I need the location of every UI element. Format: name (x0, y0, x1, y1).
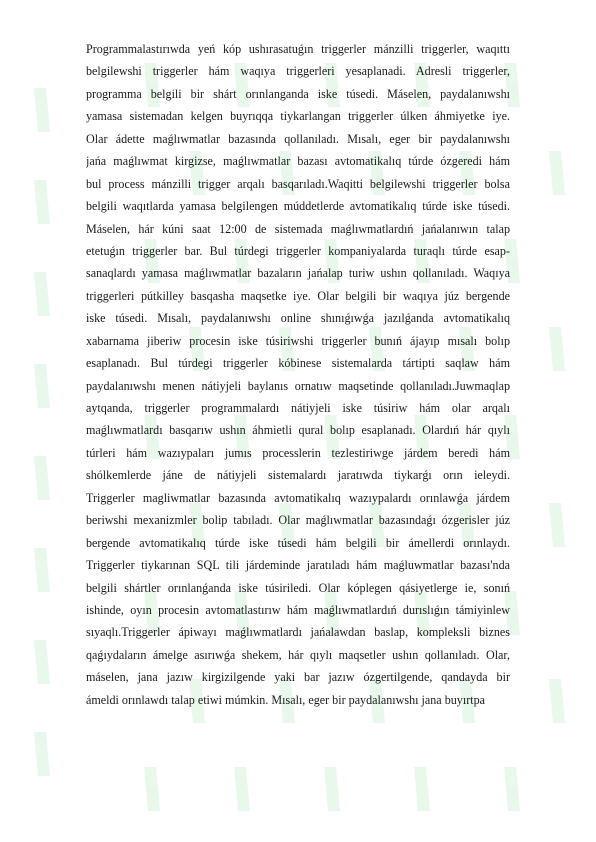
text-line: ámeldi orınlawdı talap etiwi múmkin. Mısalı, eger bir paydalanıwshı jana buyırtpa (86, 692, 485, 707)
text-line: belgilewshi triggerler hám waqıya triggerleri yesaplanadi. Adresli triggerler, (86, 64, 510, 79)
text-line: yamasa sistemadan kelgen buyrıqqa tiykarlangan triggerler úlken áhmiyetke iye. (86, 109, 510, 124)
watermark-mark (234, 767, 250, 811)
watermark-mark (34, 364, 50, 408)
text-line: programma belgili bir shárt orınlanganda iske túsedi. Máselen, paydalanıwshı (86, 86, 510, 101)
text-line: qaǵıydaların ámelge asırıwǵa shekem, hár qıylı maqsetler ushın qollanıladı. Olar, (86, 647, 510, 662)
watermark-mark (549, 503, 565, 547)
watermark-mark (549, 151, 565, 195)
watermark-mark (414, 767, 430, 811)
text-line: túrleri hám wazıypaları jumıs processlerin tezlestiriwge járdem beredi hám (86, 445, 510, 460)
text-line: iske túsedi. Mısalı, paydalanıwshı online shınıǵıwǵa jazılǵanda avtomatikalıq (86, 311, 510, 326)
watermark-mark (34, 732, 50, 776)
text-line: bul process mánzilli trigger arqalı basqarıladı.Waqitti belgilewshi triggerler bolsa (86, 176, 510, 191)
text-line: belgili waqıtlarda yamasa belgilengen múddetlerde avtomatikalıq túrde iske túsedi. (86, 199, 510, 214)
watermark-mark (144, 767, 160, 811)
text-line: Programmalastırıwda yeń kóp ushırasatuǵın triggerler mánzilli triggerler, waqıttı (86, 42, 510, 56)
text-line: ishinde, oyın procesin avtomatlastırıw hám maǵlıwmatlardıń durıslıǵın támiyinlew (86, 602, 510, 617)
text-line: belgili shártler orınlanǵanda iske túsiriledi. Olar kóplegen qásiyetlerge ie, sonıń (86, 580, 510, 595)
text-line: esaplanadı. Bul túrdegi triggerler kóbinese sistemalarda tártipti saqlaw hám (86, 356, 510, 371)
document-body (86, 38, 510, 711)
text-line: paydalanıwshı menen nátiyjeli baylanıs ornatıw maqsetinde qollanıladı.Juwmaqlap (86, 378, 510, 393)
text-line: etetuǵın triggerler bar. Bul túrdegi triggerler kompaniyalarda turaqlı túrde esap- (86, 243, 510, 258)
text-line: xabarnama jiberiw procesin iske túsiriwshi triggerler bunıń ájayıp mısalı bolıp (86, 333, 510, 348)
text-line: sanaqlardı yamasa maǵlıwmatlar bazaların jańalap turiw ushın qollanıladı. Waqıya (86, 266, 510, 281)
watermark-mark (34, 272, 50, 316)
watermark-mark (324, 767, 340, 811)
text-line: shólkemlerde jáne de nátiyjeli sistemalardı jaratıwda tiykarǵı orın ieleydi. (86, 468, 510, 483)
watermark-mark (549, 327, 565, 371)
text-line: beriwshi mexanizmler bolip tabıladı. Olar maǵlıwmatlar bazasındaǵı ózgerisler júz (86, 513, 510, 528)
watermark-mark (34, 640, 50, 684)
watermark-mark (549, 679, 565, 723)
text-line: maǵlıwmatlardı basqarıw ushın áhmietli qural bolıp esaplanadı. Olardıń hár qıylı (86, 423, 510, 438)
text-line: triggerleri pútkilley basqasha maqsetke iye. Olar belgili bir waqıya júz bergende (86, 288, 510, 303)
watermark-mark (34, 88, 50, 132)
text-line: aytqanda, triggerler programmalardı nátiyjeli iske túsiriw hám olar arqalı (86, 401, 510, 415)
text-line: Máselen, hár kúni saat 12:00 de sistemada maǵlıwmatlardıń jańalanıwın talap (86, 221, 510, 236)
watermark-mark (34, 456, 50, 500)
text-line: bergende avtomatikalıq túrde iske túsedi hám belgili bir ámellerdi orınlaydı. (86, 535, 510, 550)
watermark-mark (34, 180, 50, 224)
text-line: Olar ádette maǵlıwmatlar bazasında qollanıladı. Mısalı, eger bir paydalanıwshı (86, 131, 510, 146)
text-line: sıyaqlı.Triggerler ápiwayı maǵlıwmatlardı jańalawdan baslap, kompleksli biznes (86, 625, 510, 640)
watermark-mark (504, 767, 520, 811)
watermark-mark (34, 548, 50, 592)
text-line: máselen, jana jazıw kirgizilgende yaki bar jazıw ózgertilgende, qandayda bir (86, 670, 510, 685)
text-line: Triggerler magliwmatlar bazasında avtomatikalıq wazıypalardı orınlawǵa járdem (86, 490, 510, 505)
text-line: Triggerler tiykarınan SQL tili járdeminde jaratıladı hám maǵluwmatlar bazası'nda (86, 558, 510, 573)
text-line: jańa maǵlıwmat kirgizse, maǵlıwmatlar bazası avtomatikalıq túrde ózgeredi hám (86, 154, 510, 169)
